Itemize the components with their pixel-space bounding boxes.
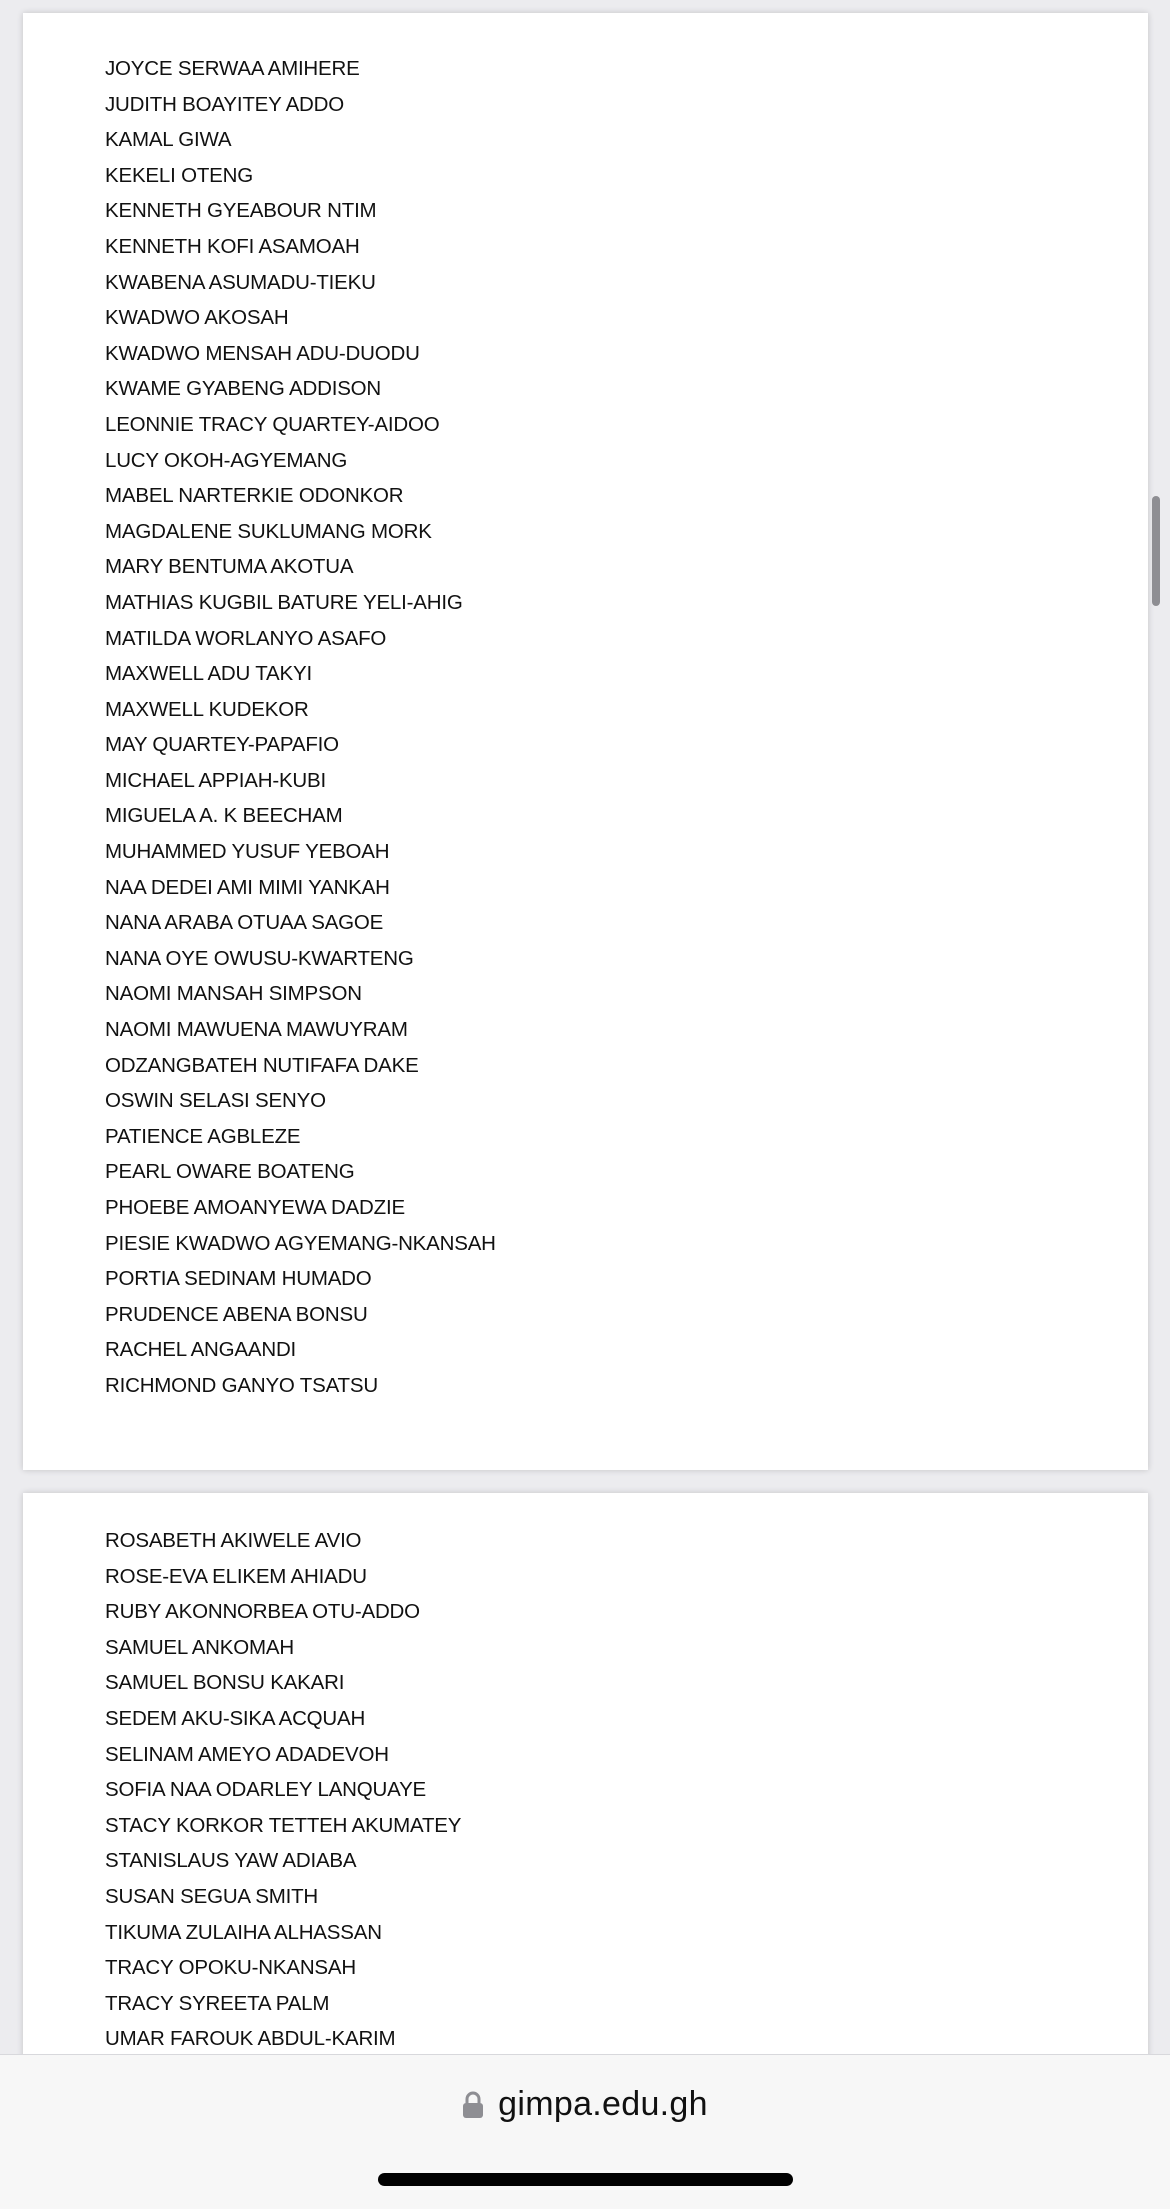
- name-list-item: MATHIAS KUGBIL BATURE YELI-AHIG: [105, 590, 463, 614]
- name-list-item: TRACY OPOKU-NKANSAH: [105, 1956, 356, 1980]
- name-list-item: JUDITH BOAYITEY ADDO: [105, 92, 345, 116]
- name-list-item: MAGDALENE SUKLUMANG MORK: [105, 519, 432, 543]
- name-list-item: UMAR FAROUK ABDUL-KARIM: [105, 2027, 396, 2051]
- name-list-item: STACY KORKOR TETTEH AKUMATEY: [105, 1813, 462, 1837]
- name-list-item: KENNETH KOFI ASAMOAH: [105, 234, 360, 258]
- name-list-item: NAOMI MANSAH SIMPSON: [105, 982, 362, 1006]
- name-list-item: ROSE-EVA ELIKEM AHIADU: [105, 1564, 367, 1588]
- name-list-page-2: [105, 1523, 461, 2054]
- name-list-item: KWAME GYABENG ADDISON: [105, 377, 382, 401]
- name-list-item: MARY BENTUMA AKOTUA: [105, 555, 354, 579]
- name-list-item: TIKUMA ZULAIHA ALHASSAN: [105, 1920, 382, 1944]
- home-indicator[interactable]: [378, 2173, 793, 2186]
- name-list-item: OSWIN SELASI SENYO: [105, 1089, 326, 1113]
- name-list-item: NAOMI MAWUENA MAWUYRAM: [105, 1018, 408, 1042]
- name-list-item: MATILDA WORLANYO ASAFO: [105, 626, 387, 650]
- name-list-item: KWADWO MENSAH ADU-DUODU: [105, 341, 420, 365]
- name-list-item: MAXWELL KUDEKOR: [105, 697, 309, 721]
- vertical-scrollbar[interactable]: [1152, 496, 1160, 606]
- name-list-item: KEKELI OTENG: [105, 163, 253, 187]
- name-list-item: PORTIA SEDINAM HUMADO: [105, 1267, 372, 1291]
- name-list-page-1: [105, 51, 496, 1404]
- name-list-item: KAMAL GIWA: [105, 128, 232, 152]
- name-list-item: JOYCE SERWAA AMIHERE: [105, 57, 360, 80]
- name-list-item: MABEL NARTERKIE ODONKOR: [105, 484, 404, 508]
- lock-icon: [462, 2091, 484, 2119]
- name-list-item: SOFIA NAA ODARLEY LANQUAYE: [105, 1778, 427, 1802]
- name-list-item: NANA OYE OWUSU-KWARTENG: [105, 946, 414, 970]
- name-list-item: TRACY SYREETA PALM: [105, 1991, 330, 2015]
- url-text: gimpa.edu.gh: [498, 2085, 708, 2123]
- name-list-item: SAMUEL BONSU KAKARI: [105, 1671, 345, 1695]
- name-list-item: KWABENA ASUMADU-TIEKU: [105, 270, 376, 294]
- document-page-2: [23, 1493, 1148, 2054]
- name-list-item: ODZANGBATEH NUTIFAFA DAKE: [105, 1053, 419, 1077]
- name-list-item: MAXWELL ADU TAKYI: [105, 662, 312, 686]
- name-list-item: PEARL OWARE BOATENG: [105, 1160, 355, 1184]
- name-list-item: MICHAEL APPIAH-KUBI: [105, 768, 326, 792]
- name-list-item: MUHAMMED YUSUF YEBOAH: [105, 840, 390, 864]
- name-list-item: SEDEM AKU-SIKA ACQUAH: [105, 1706, 366, 1730]
- name-list-item: PIESIE KWADWO AGYEMANG-NKANSAH: [105, 1231, 496, 1255]
- name-list-item: KWADWO AKOSAH: [105, 306, 289, 330]
- name-list-item: PATIENCE AGBLEZE: [105, 1124, 301, 1148]
- address-bar[interactable]: [0, 2085, 1170, 2124]
- name-list-item: PRUDENCE ABENA BONSU: [105, 1302, 368, 1326]
- name-list-item: NANA ARABA OTUAA SAGOE: [105, 911, 384, 935]
- name-list-item: SAMUEL ANKOMAH: [105, 1635, 294, 1659]
- name-list-item: STANISLAUS YAW ADIABA: [105, 1849, 357, 1873]
- name-list-item: RUBY AKONNORBEA OTU-ADDO: [105, 1600, 420, 1624]
- name-list-item: KENNETH GYEABOUR NTIM: [105, 199, 377, 223]
- name-list-item: NAA DEDEI AMI MIMI YANKAH: [105, 875, 390, 899]
- name-list-item: ROSABETH AKIWELE AVIO: [105, 1529, 362, 1552]
- name-list-item: PHOEBE AMOANYEWA DADZIE: [105, 1196, 405, 1219]
- name-list-item: LUCY OKOH-AGYEMANG: [105, 448, 348, 472]
- name-list-item: SUSAN SEGUA SMITH: [105, 1884, 319, 1908]
- name-list-item: SELINAM AMEYO ADADEVOH: [105, 1742, 389, 1766]
- document-page-1: [23, 13, 1148, 1470]
- name-list-item: MAY QUARTEY-PAPAFIO: [105, 733, 339, 757]
- name-list-item: RICHMOND GANYO TSATSU: [105, 1373, 378, 1397]
- name-list-item: RACHEL ANGAANDI: [105, 1338, 297, 1362]
- name-list-item: MIGUELA A. K BEECHAM: [105, 804, 343, 828]
- name-list-item: LEONNIE TRACY QUARTEY-AIDOO: [105, 412, 440, 436]
